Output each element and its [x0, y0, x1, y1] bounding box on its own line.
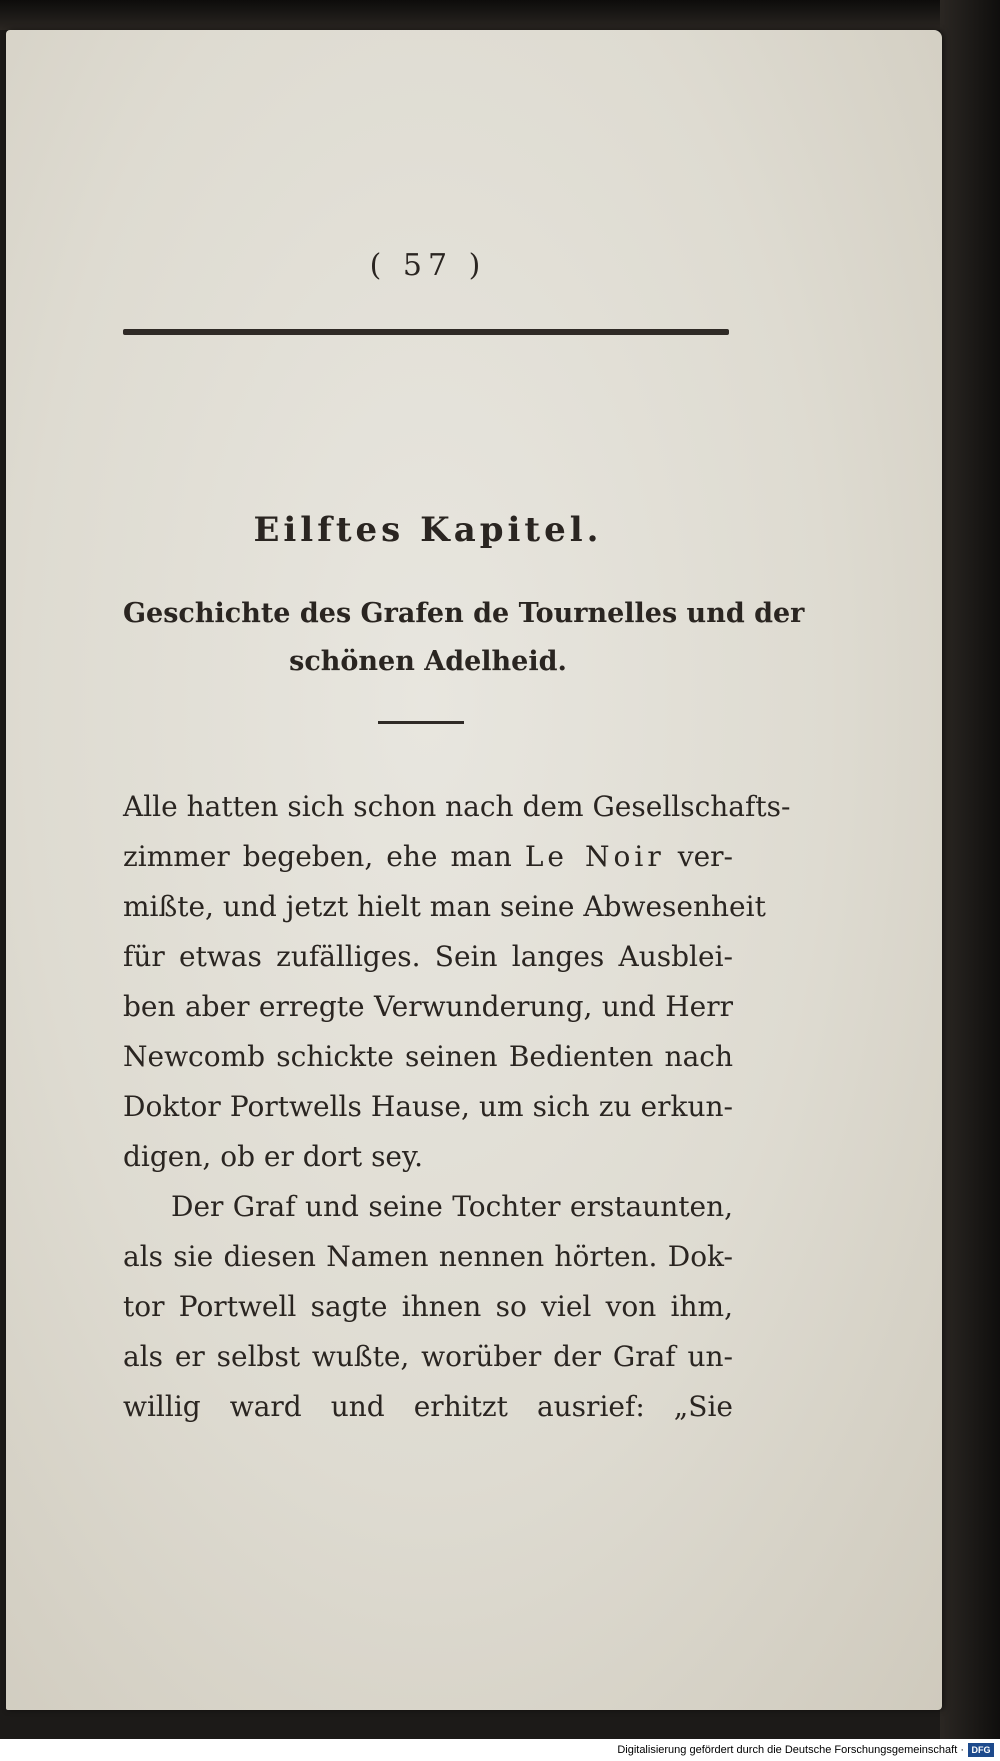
body-text — [123, 782, 791, 1432]
text-line: als er selbst wußte, worüber der Graf un- — [123, 1340, 733, 1373]
scan-top-edge — [0, 0, 1000, 30]
text-line: willig ward und erhitzt ausrief: „Sie — [123, 1390, 733, 1423]
text-line: für etwas zufälliges. Sein langes Ausblei- — [123, 940, 733, 973]
dfg-logo: DFG — [968, 1743, 994, 1757]
page-number: ( 57 ) — [369, 248, 487, 283]
text-line: digen, ob er dort sey. — [123, 1140, 424, 1173]
text-line: Der Graf und seine Tochter erstaunten, — [171, 1190, 733, 1223]
chapter-title: Eilftes Kapitel. — [253, 510, 603, 550]
text-segment: ver- — [664, 840, 733, 873]
text-line: ben aber erregte Verwunderung, und Herr — [123, 990, 733, 1023]
text-line: mißte, und jetzt hielt man seine Abwesenheit — [123, 890, 766, 923]
text-line — [123, 832, 733, 882]
text-line: Newcomb schickte seinen Bedienten nach — [123, 1040, 733, 1073]
text-line: als sie diesen Namen nennen hörten. Dok- — [123, 1240, 733, 1273]
subtitle-line: schönen Adelheid. — [289, 646, 567, 677]
text-segment: zimmer begeben, ehe man — [123, 840, 525, 873]
text-line: Alle hatten sich schon nach dem Gesellschafts- — [123, 790, 791, 823]
section-divider — [378, 721, 464, 724]
book-page — [6, 30, 942, 1710]
header-rule — [123, 329, 729, 335]
text-line: Doktor Portwells Hause, um sich zu erkun- — [123, 1090, 733, 1123]
digitization-footer — [0, 1739, 1000, 1761]
text-line: tor Portwell sagte ihnen so viel von ihm, — [123, 1290, 733, 1323]
name-le-noir: Le Noir — [524, 840, 665, 873]
scan-right-edge — [940, 0, 1000, 1761]
footer-credit: Digitalisierung gefördert durch die Deutsche Forschungsgemeinschaft · — [617, 1744, 964, 1756]
chapter-subtitle — [123, 590, 805, 686]
subtitle-line: Geschichte des Grafen de Tournelles und der — [123, 598, 805, 629]
